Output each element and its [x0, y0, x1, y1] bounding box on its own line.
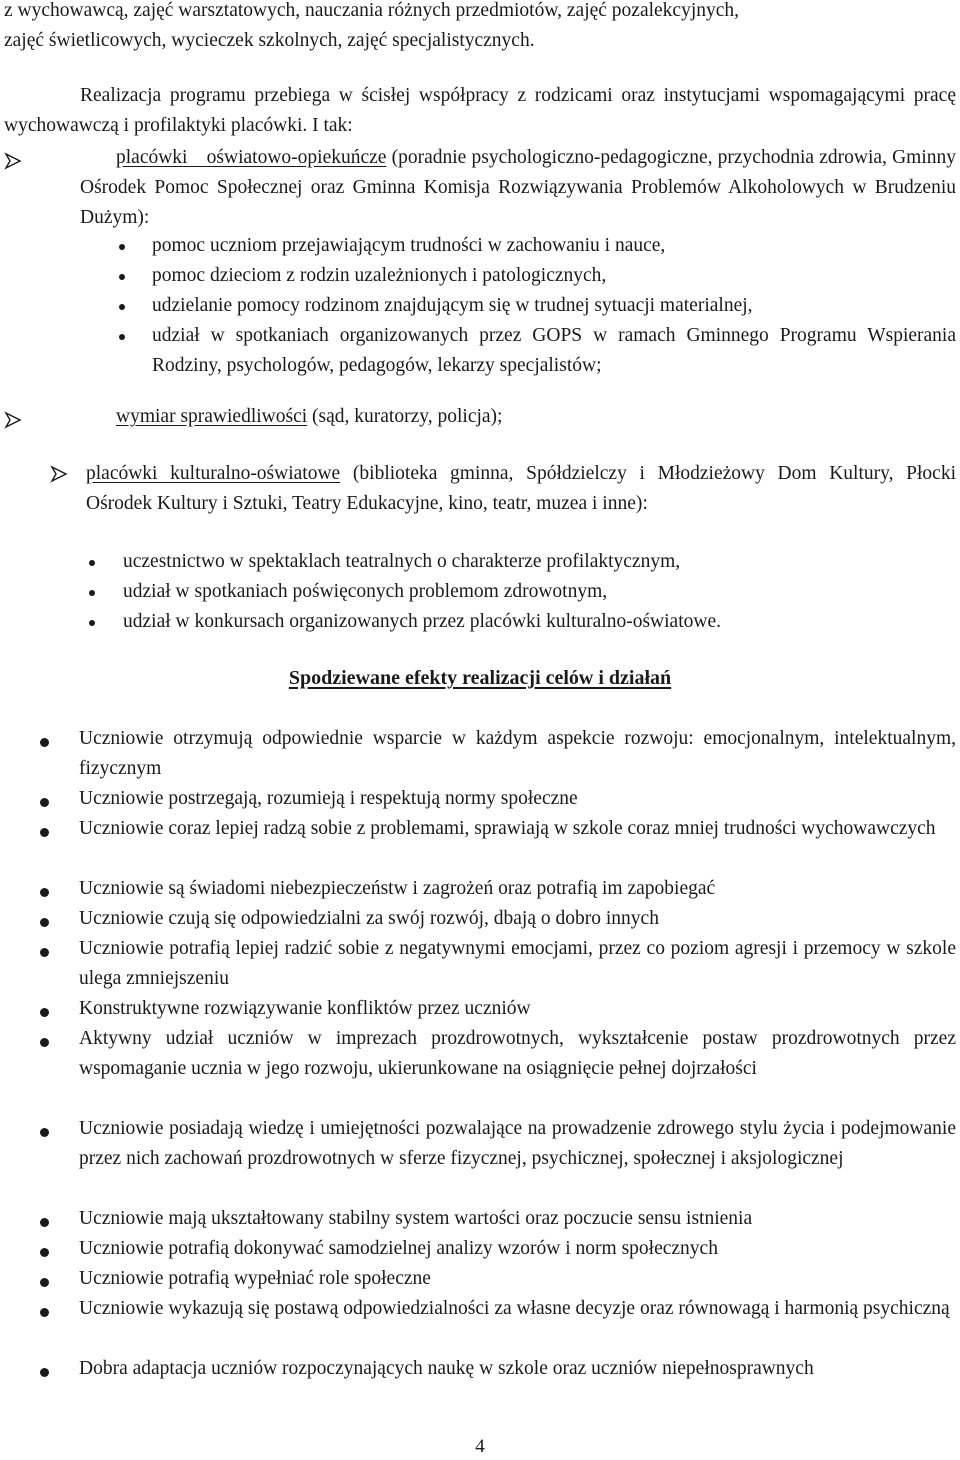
effect-item: Uczniowie czują się odpowiedzialni za swój rozwój, dbają o dobro innych	[79, 908, 659, 929]
institution-title: placówki kulturalno-oświatowe	[86, 463, 341, 484]
effect-item: Konstruktywne rozwiązywanie konfliktów przez uczniów	[79, 998, 531, 1019]
bullet-dot	[40, 888, 49, 897]
effect-item: Uczniowie potrafią lepiej radzić sobie z negatywnymi emocjami, przez co poziom agresji i przemocy w szkole ulega zmniejszeniu	[79, 938, 956, 989]
bullet-dot	[40, 798, 49, 807]
institution-description: (biblioteka gminna, Spółdzielczy i Młodzieżowy Dom Kultury, Płocki Ośrodek Kultury i Sztuki, Teatry Edukacyjne, kino, teatr, muzea i inne):	[86, 463, 956, 514]
intro-line-2: zajęć świetlicowych, wycieczek szkolnych, zajęć specjalistycznych.	[4, 30, 535, 51]
bullet-dot	[119, 334, 125, 340]
bullet-dot	[40, 948, 49, 957]
institution-item-1	[80, 143, 956, 233]
page-number: 4	[475, 1436, 485, 1457]
institution-item-2	[116, 402, 502, 432]
bullet-dot	[89, 560, 95, 566]
bullet-dot	[89, 620, 95, 626]
bullet-dot	[40, 1008, 49, 1017]
arrow-bullet-icon	[4, 411, 22, 429]
bullet-dot	[40, 828, 49, 837]
effect-item: Uczniowie otrzymują odpowiednie wsparcie w każdym aspekcie rozwoju: emocjonalnym, intelektualnym, fizycznym	[79, 728, 956, 779]
bullet-dot	[40, 1128, 49, 1137]
bullet-dot	[119, 274, 125, 280]
section-heading: Spodziewane efekty realizacji celów i działań	[288, 667, 672, 689]
bullet-dot	[40, 1248, 49, 1257]
bullet-dot	[40, 738, 49, 747]
institution-item-3	[86, 459, 956, 519]
bullet-item: udział w spotkaniach poświęconych problemom zdrowotnym,	[123, 581, 608, 602]
effect-item: Uczniowie wykazują się postawą odpowiedzialności za własne decyzje oraz równowagą i harmonią psychiczną	[79, 1298, 950, 1319]
bullet-item: pomoc uczniom przejawiającym trudności w zachowaniu i nauce,	[152, 235, 666, 256]
effect-item: Uczniowie mają ukształtowany stabilny system wartości oraz poczucie sensu istnienia	[79, 1208, 753, 1229]
bullet-dot	[40, 1278, 49, 1287]
effect-item: Uczniowie potrafią wypełniać role społeczne	[79, 1268, 431, 1289]
bullet-dot	[89, 590, 95, 596]
bullet-dot	[119, 304, 125, 310]
bullet-item: udział w konkursach organizowanych przez placówki kulturalno-oświatowe.	[123, 611, 721, 632]
bullet-dot	[40, 1038, 49, 1047]
bullet-dot	[40, 918, 49, 927]
institution-description: (sąd, kuratorzy, policja);	[307, 406, 503, 427]
bullet-dot	[119, 244, 125, 250]
institution-description: (poradnie psychologiczno-pedagogiczne, przychodnia zdrowia, Gminny Ośrodek Pomoc Społecznej oraz Gminna Komisja Rozwiązywania Problemów Alkoholowych w Brudzeniu Dużym):	[80, 147, 956, 228]
bullet-item: udzielanie pomocy rodzinom znajdującym się w trudnej sytuacji materialnej,	[152, 295, 753, 316]
intro-paragraph: Realizacja programu przebiega w ścisłej współpracy z rodzicami oraz instytucjami wspomagającymi pracę wychowawczą i profilaktyki placówki. I tak:	[4, 85, 956, 136]
effect-item: Uczniowie coraz lepiej radzą sobie z problemami, sprawiają w szkole coraz mniej trudności wychowawczych	[79, 818, 936, 839]
effect-item: Uczniowie posiadają wiedzę i umiejętności pozwalające na prowadzenie zdrowego stylu życia i podejmowanie przez nich zachowań prozdrowotnych w sferze fizycznej, psychicznej, społecznej i aksjologicznej	[79, 1118, 956, 1169]
intro-line-1: z wychowawcą, zajęć warsztatowych, nauczania różnych przedmiotów, zajęć pozalekcyjnych,	[4, 0, 740, 21]
effect-item: Dobra adaptacja uczniów rozpoczynających naukę w szkole oraz uczniów niepełnosprawnych	[79, 1358, 814, 1379]
bullet-item: uczestnictwo w spektaklach teatralnych o charakterze profilaktycznym,	[123, 551, 681, 572]
bullet-dot	[40, 1368, 49, 1377]
bullet-dot	[40, 1218, 49, 1227]
bullet-dot	[40, 1308, 49, 1317]
bullet-item: udział w spotkaniach organizowanych przez GOPS w ramach Gminnego Programu Wspierania Rodziny, psychologów, pedagogów, lekarzy specjalistów;	[152, 325, 956, 376]
institution-title: wymiar sprawiedliwości	[116, 406, 308, 427]
bullet-item: pomoc dzieciom z rodzin uzależnionych i patologicznych,	[152, 265, 607, 286]
effect-item: Uczniowie potrafią dokonywać samodzielnej analizy wzorów i norm społecznych	[79, 1238, 718, 1259]
effect-item: Aktywny udział uczniów w imprezach prozdrowotnych, wykształcenie postaw prozdrowotnych przez wspomaganie ucznia w jego rozwoju, ukierunkowane na osiągnięcie pełnej dojrzałości	[79, 1028, 956, 1079]
institution-title: placówki oświatowo-opiekuńcze	[116, 147, 387, 168]
arrow-bullet-icon	[4, 152, 22, 170]
effect-item: Uczniowie postrzegają, rozumieją i respektują normy społeczne	[79, 788, 578, 809]
effect-item: Uczniowie są świadomi niebezpieczeństw i zagrożeń oraz potrafią im zapobiegać	[79, 878, 716, 899]
arrow-bullet-icon	[50, 465, 68, 483]
